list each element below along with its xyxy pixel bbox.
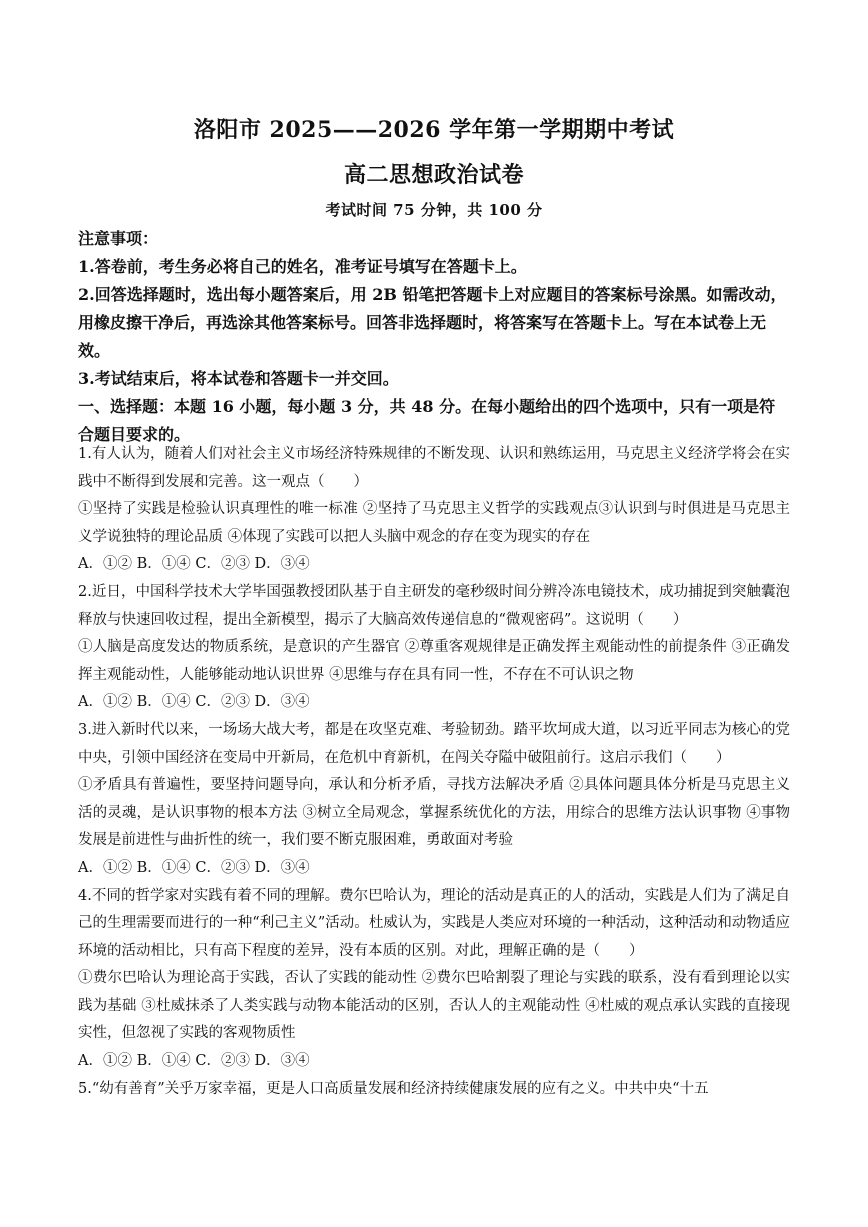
section-heading: 一、选择题：本题 16 小题，每小题 3 分，共 48 分。在每小题给出的四个选项中，只有一项是符合题目要求的。: [78, 397, 776, 444]
question-options: A．①② B．①④ C．②③ D．③④: [78, 694, 310, 711]
questions-section: [78, 441, 790, 1103]
question-2: [78, 579, 790, 717]
notes-heading: 注意事项：: [78, 229, 159, 248]
question-items: ①矛盾具有普遍性，要坚持问题导向，承认和分析矛盾，寻找方法解决矛盾 ②具体问题具体分析是马克思主义活的灵魂，是认识事物的根本方法 ③树立全局观念，掌握系统优化的方法，用综合的思维方法认识事物 ④事物发展是前进性与曲折性的统一，我们要不断克服困难，勇敢面对考验: [78, 777, 790, 849]
question-stem: 1.有人认为，随着人们对社会主义市场经济特殊规律的不断发现、认识和熟练运用，马克思主义经济学将会在实践中不断得到发展和完善。这一观点（ ）: [78, 446, 790, 490]
notes-section: [78, 225, 790, 449]
exam-title: 洛阳市 2025——2026 学年第一学期期中考试: [193, 117, 675, 143]
notes-item-2: 2.回答选择题时，选出每小题答案后，用 2B 铅笔把答题卡上对应题目的答案标号涂黑。如需改动，用橡皮擦干净后，再选涂其他答案标号。回答非选择题时，将答案写在答题卡上。写在本试卷上无效。: [78, 285, 787, 360]
question-options: A．①② B．①④ C．②③ D．③④: [78, 556, 310, 573]
question-3: [78, 717, 790, 883]
exam-time-info: 考试时间 75 分钟，共 100 分: [325, 201, 543, 219]
question-5: [78, 1076, 790, 1104]
question-options: A．①② B．①④ C．②③ D．③④: [78, 1053, 310, 1070]
exam-subtitle: 高二思想政治试卷: [343, 162, 524, 188]
question-4: [78, 883, 790, 1076]
question-items: ①费尔巴哈认为理论高于实践，否认了实践的能动性 ②费尔巴哈割裂了理论与实践的联系，没有看到理论以实践为基础 ③杜威抹杀了人类实践与动物本能活动的区别，否认人的主观能动性 ④杜威的观点承认实践的直接现实性，但忽视了实践的客观物质性: [78, 970, 790, 1042]
question-options: A．①② B．①④ C．②③ D．③④: [78, 859, 310, 876]
question-stem: 4.不同的哲学家对实践有着不同的理解。费尔巴哈认为，理论的活动是真正的人的活动，实践是人们为了满足自己的生理需要而进行的一种“利己主义”活动。杜威认为，实践是人类应对环境的一种活动，这种活动和动物适应环境的活动相比，只有高下程度的差异，没有本质的区别。对此，理解正确的是（ ）: [78, 887, 790, 959]
question-items: ①坚持了实践是检验认识真理性的唯一标准 ②坚持了马克思主义哲学的实践观点③认识到与时俱进是马克思主义学说独特的理论品质 ④体现了实践可以把人头脑中观念的存在变为现实的存在: [78, 501, 790, 545]
question-stem: 3.进入新时代以来，一场场大战大考，都是在攻坚克难、考验韧劲。踏平坎坷成大道，以习近平同志为核心的党中央，引领中国经济在变局中开新局，在危机中育新机，在闯关夺隘中破阻前行。这启示我们（ ）: [78, 721, 790, 766]
question-1: [78, 441, 790, 579]
question-stem: 5.“幼有善育”关乎万家幸福，更是人口高质量发展和经济持续健康发展的应有之义。中共中央“十五: [78, 1080, 709, 1097]
notes-item-3: 3.考试结束后，将本试卷和答题卡一并交回。: [78, 369, 399, 388]
question-stem: 2.近日，中国科学技术大学毕国强教授团队基于自主研发的毫秒级时间分辨冷冻电镜技术，成功捕捉到突触囊泡释放与快速回收过程，提出全新模型，揭示了大脑高效传递信息的“微观密码”。这说明（ ）: [78, 583, 790, 628]
notes-item-1: 1.答卷前，考生务必将自己的姓名，准考证号填写在答题卡上。: [78, 257, 527, 276]
question-items: ①人脑是高度发达的物质系统，是意识的产生器官 ②尊重客观规律是正确发挥主观能动性的前提条件 ③正确发挥主观能动性，人能够能动地认识世界 ④思维与存在具有同一性，不存在不可认识之物: [78, 639, 790, 683]
